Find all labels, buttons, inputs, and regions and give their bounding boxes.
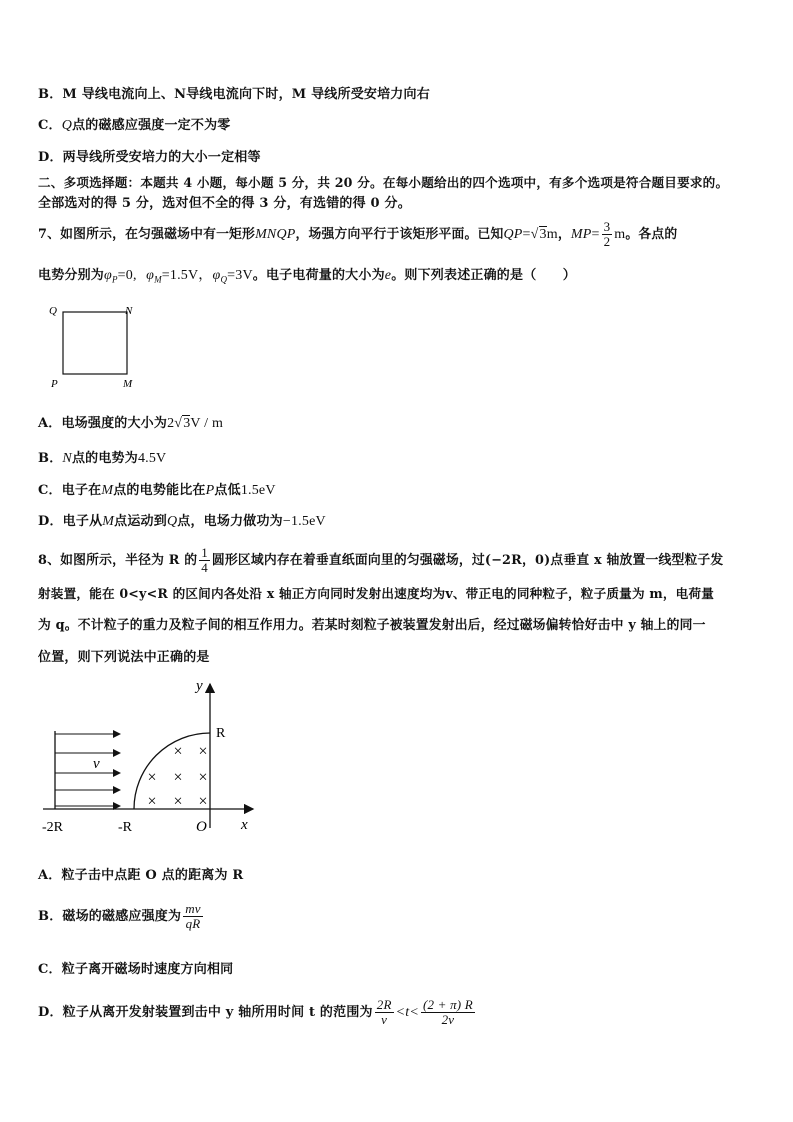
rectangle-mnqp (63, 312, 127, 374)
q7-stem-line2 (38, 264, 576, 285)
x-axis-label: x (241, 817, 248, 833)
option-d-text: D．两导线所受安培力的大小一定相等 (38, 150, 261, 165)
q7-rectangle-figure (45, 300, 145, 390)
q8-opt-d-num2: (2 + π) R (422, 997, 473, 1012)
q8-text-line2: 射装置，能在 0<y<R 的区间内各处沿 x 轴正方向同时发射出速度均为v、带正电的同种粒子，粒子质量为 m，电荷量 (38, 586, 715, 601)
q7-opt-c-val: 1.5eV (240, 483, 276, 498)
q7-opt-a-text: A．电场强度的大小为 (38, 416, 168, 431)
q8-frac-num: 1 (201, 545, 208, 560)
q8-opt-d-ineq: <t< (395, 1005, 419, 1020)
q7-text-a: 7、如图所示，在匀强磁场中有一矩形 (38, 227, 256, 242)
q7-opt-c-m: M (101, 483, 114, 498)
section-heading-text: 二、多项选择题：本题共 4 小题，每小题 5 分，共 20 分。在每小题给出的四个选项中，有多个选项是符合题目要求的。 (38, 175, 729, 190)
q7-unit-m1: m (546, 227, 558, 242)
q8-stem-line1 (38, 546, 723, 575)
q7-e-var: e (384, 268, 392, 283)
section-scoring (38, 192, 411, 211)
cross-icon: × (198, 769, 208, 786)
q7-option-b (38, 447, 166, 467)
q8-opt-d-den1: v (381, 1012, 388, 1027)
cross-icon: × (198, 743, 208, 760)
q7-opt-d-b: 点运动到 (114, 514, 167, 529)
cross-icon: × (173, 743, 183, 760)
q7-opt-b-val: 4.5V (137, 451, 167, 466)
q7-sep: ， (557, 227, 571, 242)
q7-opt-b-text: 点的电势为 (71, 451, 138, 466)
origin-label: O (196, 819, 207, 835)
v-label: v (93, 756, 100, 772)
q7-qp: QP (503, 227, 523, 242)
cross-icon: × (147, 793, 157, 810)
label-p: P (51, 378, 58, 390)
cross-icon: × (173, 793, 183, 810)
q7-opt-c-a: C．电子在 (38, 483, 102, 498)
q8-frac-den: 4 (201, 560, 208, 575)
neg-2r-label: -2R (42, 820, 63, 835)
q8-opt-c-text: C．粒子离开磁场时速度方向相同 (38, 962, 234, 977)
option-c-text: 点的磁感应强度一定不为零 (72, 118, 231, 133)
cross-icon: × (198, 793, 208, 810)
q7-val-p: =0, (117, 268, 137, 283)
option-d-prev (38, 146, 261, 165)
q8-opt-a-text: A．粒子击中点距 O 点的距离为 R (38, 868, 244, 883)
q7-opt-a-coef: 2 (167, 416, 175, 431)
q8-option-c (38, 958, 233, 977)
q7-option-c (38, 479, 276, 499)
q8-stem-line3 (38, 614, 706, 633)
q7-sub-q: Q (220, 274, 228, 285)
q8-opt-d-text: D．粒子从离开发射装置到击中 y 轴所用时间 t 的范围为 (38, 1005, 373, 1020)
q7-option-a: A．电场强度的大小为2√3V / m (38, 416, 224, 431)
cross-icon: × (173, 769, 183, 786)
q8-option-b (38, 902, 205, 931)
option-c-prev (38, 114, 230, 134)
q7-phi-m: φ (146, 268, 155, 283)
q7-opt-a-unit: V / m (190, 416, 224, 431)
q7-opt-c-b: 点的电势能比在 (113, 483, 206, 498)
q8-text-a: 8、如图所示，半径为 R 的 (38, 553, 198, 568)
r-label: R (216, 726, 226, 741)
q8-opt-b-num: mv (185, 901, 201, 916)
section-scoring-text: 全部选对的得 5 分，选对但不全的得 3 分，有选错的得 0 分。 (38, 196, 411, 211)
q7-mp: MP (570, 227, 592, 242)
q7-sqrt3: 3 (539, 227, 547, 242)
q7-opt-d-a: D．电子从 (38, 514, 103, 529)
q7-sub-p: P (111, 274, 118, 285)
q7-val-m: =1.5V， (161, 268, 213, 283)
q8-opt-b-text: B．磁场的磁感应强度为 (38, 909, 182, 924)
q8-option-d (38, 998, 477, 1027)
q8-text-line4: 位置，则下列说法中正确的是 (38, 650, 210, 665)
q8-text-line3: 为 q。不计粒子的重力及粒子间的相互作用力。若某时刻粒子被装置发射出后，经过磁场偏转恰好击中 y 轴上的同一 (38, 618, 706, 633)
q7-frac-num: 3 (603, 219, 611, 234)
q7-opt-b-label: B． (38, 451, 63, 466)
q8-option-a (38, 864, 243, 883)
q7-opt-c-p: P (205, 483, 215, 498)
q7-opt-a-sqrt: 3 (183, 416, 191, 431)
option-b-text: B．M 导线电流向上、N导线电流向下时，M 导线所受安培力向右 (38, 87, 430, 102)
q8-stem-line4 (38, 646, 210, 665)
q8-opt-d-den2: 2v (441, 1012, 455, 1027)
q8-opt-d-num1: 2R (376, 997, 392, 1012)
option-c-var: Q (61, 118, 73, 133)
q7-option-d (38, 510, 326, 530)
q7-text-c: 。各点的 (625, 227, 678, 242)
neg-r-label: -R (118, 820, 132, 835)
q7-val-q: =3V (227, 268, 253, 283)
q7-rect-name: MNQP (255, 227, 296, 242)
q7-unit-m2: m (614, 227, 626, 242)
label-n: N (125, 305, 133, 317)
section-heading (38, 172, 728, 191)
q7-opt-d-q: Q (166, 514, 178, 529)
q7-phi-q: φ (212, 268, 221, 283)
q7-opt-c-c: 点低 (214, 483, 241, 498)
q7-text-f: 。则下列表述正确的是（ ） (391, 268, 577, 283)
q7-opt-d-m: M (102, 514, 115, 529)
q7-text-e: 。电子电荷量的大小为 (252, 268, 385, 283)
q7-frac-den: 2 (603, 234, 611, 249)
q7-stem-line1: 7、如图所示，在匀强磁场中有一矩形MNQP，场强方向平行于该矩形平面。已知QP=√3m，MP= $\frac{3}{2}$ m。各点的 (38, 219, 678, 249)
q7-text-d: 电势分别为 (38, 268, 105, 283)
q8-stem-line2 (38, 583, 714, 602)
q8-magnetic-field-figure (38, 676, 268, 836)
field-crosses (147, 743, 207, 810)
q7-text-b: ，场强方向平行于该矩形平面。已知 (295, 227, 504, 242)
q7-opt-b-var: N (62, 451, 72, 466)
label-q: Q (49, 305, 57, 317)
y-axis-label: y (196, 678, 203, 694)
q7-eq: = (522, 227, 531, 242)
q7-phi-p: φ (104, 268, 112, 283)
cross-icon: × (147, 769, 157, 786)
q7-opt-d-val: −1.5eV (282, 514, 326, 529)
q7-sub-m: M (154, 274, 162, 285)
q8-opt-b-den: qR (185, 916, 201, 931)
option-b-prev (38, 83, 430, 102)
q7-eq2: = (591, 227, 600, 242)
q8-text-b: 圆形区域内存在着垂直纸面向里的匀强磁场，过(−2R，0)点垂直 x 轴放置一线型粒子发 (211, 553, 724, 568)
q7-opt-d-c: 点，电场力做功为 (177, 514, 283, 529)
option-c-label: C． (38, 118, 62, 133)
label-m: M (123, 378, 133, 390)
